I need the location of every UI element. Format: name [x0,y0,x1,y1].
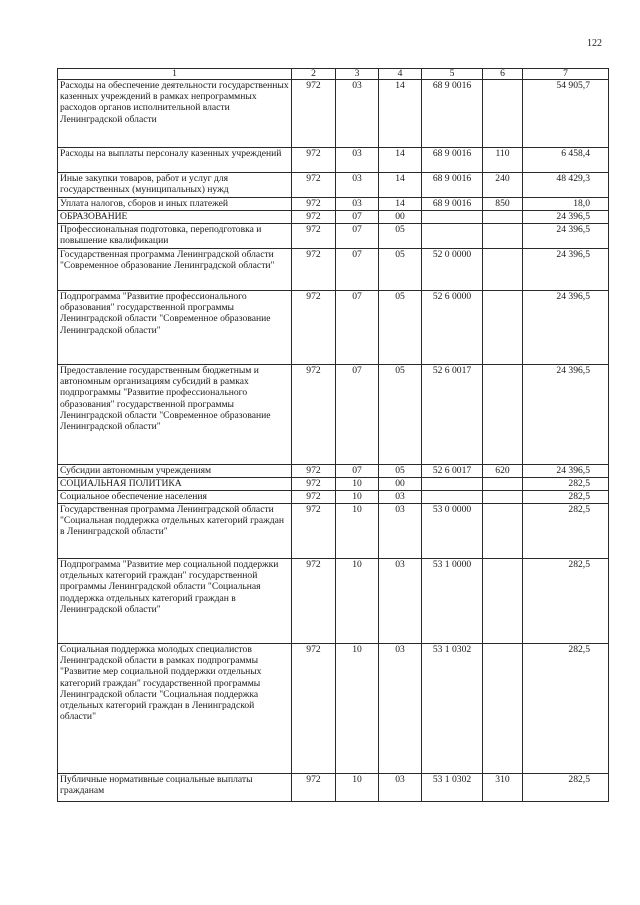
row-target-article [422,491,483,504]
row-amount: 282,5 [523,644,609,774]
row-name: СОЦИАЛЬНАЯ ПОЛИТИКА [58,478,292,491]
header-cell: 7 [523,69,609,80]
row-amount: 24 396,5 [523,465,609,478]
row-section: 10 [336,644,379,774]
table-row [58,644,609,774]
row-name: Уплата налогов, сборов и иных платежей [58,198,292,211]
row-target-article: 68 9 0016 [422,173,483,198]
row-expense-type [483,559,523,644]
row-target-article: 53 0 0000 [422,504,483,559]
row-code-admin: 972 [292,291,336,365]
row-name: Иные закупки товаров, работ и услуг для государственных (муниципальных) нужд [58,173,292,198]
table-row [58,559,609,644]
row-code-admin: 972 [292,559,336,644]
table-row [58,173,609,198]
row-name: Предоставление государственным бюджетным и автономным организациям субсидий в рамках подпрограммы "Развитие профессионального образования" государственной программы Ленинградской области "Современное образование Ленинградской области" [58,365,292,465]
row-target-article [422,224,483,249]
row-target-article: 68 9 0016 [422,80,483,148]
row-target-article: 53 1 0302 [422,774,483,802]
row-expense-type: 310 [483,774,523,802]
row-expense-type [483,365,523,465]
row-section: 10 [336,491,379,504]
row-name: Профессиональная подготовка, переподготовка и повышение квалификации [58,224,292,249]
row-expense-type [483,80,523,148]
row-code-admin: 972 [292,478,336,491]
row-code-admin: 972 [292,224,336,249]
row-code-admin: 972 [292,173,336,198]
row-name: Государственная программа Ленинградской области "Социальная поддержка отдельных категорий граждан в Ленинградской области" [58,504,292,559]
row-subsection: 14 [379,198,422,211]
row-amount: 282,5 [523,491,609,504]
row-amount: 48 429,3 [523,173,609,198]
row-code-admin: 972 [292,644,336,774]
table-row [58,80,609,148]
row-amount: 54 905,7 [523,80,609,148]
row-target-article: 68 9 0016 [422,148,483,173]
row-section: 07 [336,465,379,478]
row-name: Публичные нормативные социальные выплаты гражданам [58,774,292,802]
row-subsection: 14 [379,80,422,148]
row-expense-type [483,491,523,504]
row-code-admin: 972 [292,80,336,148]
row-subsection: 00 [379,478,422,491]
row-name: Расходы на выплаты персоналу казенных учреждений [58,148,292,173]
row-expense-type: 620 [483,465,523,478]
row-name: Расходы на обеспечение деятельности государственных казенных учреждений в рамках непрограммных расходов органов исполнительной власти Ленинградской области [58,80,292,148]
row-code-admin: 972 [292,211,336,224]
row-section: 10 [336,478,379,491]
row-code-admin: 972 [292,249,336,291]
header-cell: 6 [483,69,523,80]
row-subsection: 03 [379,644,422,774]
row-expense-type [483,211,523,224]
row-amount: 282,5 [523,504,609,559]
row-section: 10 [336,504,379,559]
row-section: 10 [336,559,379,644]
row-section: 03 [336,80,379,148]
table-row [58,224,609,249]
row-target-article: 52 6 0017 [422,365,483,465]
header-cell: 3 [336,69,379,80]
table-row [58,478,609,491]
row-amount: 24 396,5 [523,224,609,249]
row-expense-type: 240 [483,173,523,198]
row-section: 07 [336,365,379,465]
table-header-row [58,69,609,80]
row-target-article: 68 9 0016 [422,198,483,211]
row-amount: 6 458,4 [523,148,609,173]
row-amount: 282,5 [523,774,609,802]
table-row [58,504,609,559]
table-row [58,365,609,465]
row-code-admin: 972 [292,774,336,802]
row-name: Социальная поддержка молодых специалистов Ленинградской области в рамках подпрограммы "Развитие мер социальной поддержки отдельных категорий граждан" государственной программы Ленинградской области "Социальная поддержка отдельных категорий граждан в Ленинградской области" [58,644,292,774]
row-section: 03 [336,148,379,173]
row-subsection: 03 [379,774,422,802]
row-target-article: 52 0 0000 [422,249,483,291]
row-expense-type [483,644,523,774]
row-expense-type [483,224,523,249]
row-code-admin: 972 [292,198,336,211]
row-code-admin: 972 [292,504,336,559]
row-amount: 282,5 [523,559,609,644]
row-target-article [422,478,483,491]
row-expense-type: 110 [483,148,523,173]
row-name: Подпрограмма "Развитие профессионального образования" государственной программы Ленинградской области "Современное образование Ленинградской области" [58,291,292,365]
row-amount: 282,5 [523,478,609,491]
row-target-article: 52 6 0000 [422,291,483,365]
row-code-admin: 972 [292,365,336,465]
header-cell: 2 [292,69,336,80]
row-section: 07 [336,211,379,224]
row-section: 03 [336,198,379,211]
row-amount: 24 396,5 [523,365,609,465]
row-subsection: 03 [379,491,422,504]
row-expense-type [483,478,523,491]
header-cell: 4 [379,69,422,80]
row-name: Государственная программа Ленинградской области "Современное образование Ленинградской области" [58,249,292,291]
table-row [58,198,609,211]
row-subsection: 05 [379,249,422,291]
row-expense-type [483,291,523,365]
row-expense-type [483,504,523,559]
row-section: 03 [336,173,379,198]
row-name: Социальное обеспечение населения [58,491,292,504]
row-amount: 24 396,5 [523,291,609,365]
row-expense-type [483,249,523,291]
table-row [58,211,609,224]
row-target-article: 53 1 0302 [422,644,483,774]
row-subsection: 05 [379,465,422,478]
row-subsection: 05 [379,291,422,365]
row-code-admin: 972 [292,491,336,504]
row-name: Субсидии автономным учреждениям [58,465,292,478]
table-row [58,148,609,173]
table-row [58,774,609,802]
table-row [58,249,609,291]
table-row [58,291,609,365]
row-amount: 18,0 [523,198,609,211]
row-target-article [422,211,483,224]
page-number: 122 [587,38,602,49]
row-name: Подпрограмма "Развитие мер социальной поддержки отдельных категорий граждан" государственной программы Ленинградской области "Социальная поддержка отдельных категорий граждан в Ленинградской области" [58,559,292,644]
row-section: 07 [336,249,379,291]
table-row [58,465,609,478]
row-subsection: 14 [379,173,422,198]
header-cell: 1 [58,69,292,80]
row-code-admin: 972 [292,148,336,173]
row-section: 07 [336,291,379,365]
header-cell: 5 [422,69,483,80]
row-subsection: 03 [379,559,422,644]
row-amount: 24 396,5 [523,211,609,224]
row-name: ОБРАЗОВАНИЕ [58,211,292,224]
budget-table [57,68,609,802]
row-section: 07 [336,224,379,249]
row-code-admin: 972 [292,465,336,478]
table-row [58,491,609,504]
row-subsection: 03 [379,504,422,559]
row-target-article: 52 6 0017 [422,465,483,478]
row-target-article: 53 1 0000 [422,559,483,644]
row-subsection: 14 [379,148,422,173]
row-subsection: 05 [379,365,422,465]
row-section: 10 [336,774,379,802]
row-amount: 24 396,5 [523,249,609,291]
row-subsection: 05 [379,224,422,249]
row-expense-type: 850 [483,198,523,211]
row-subsection: 00 [379,211,422,224]
